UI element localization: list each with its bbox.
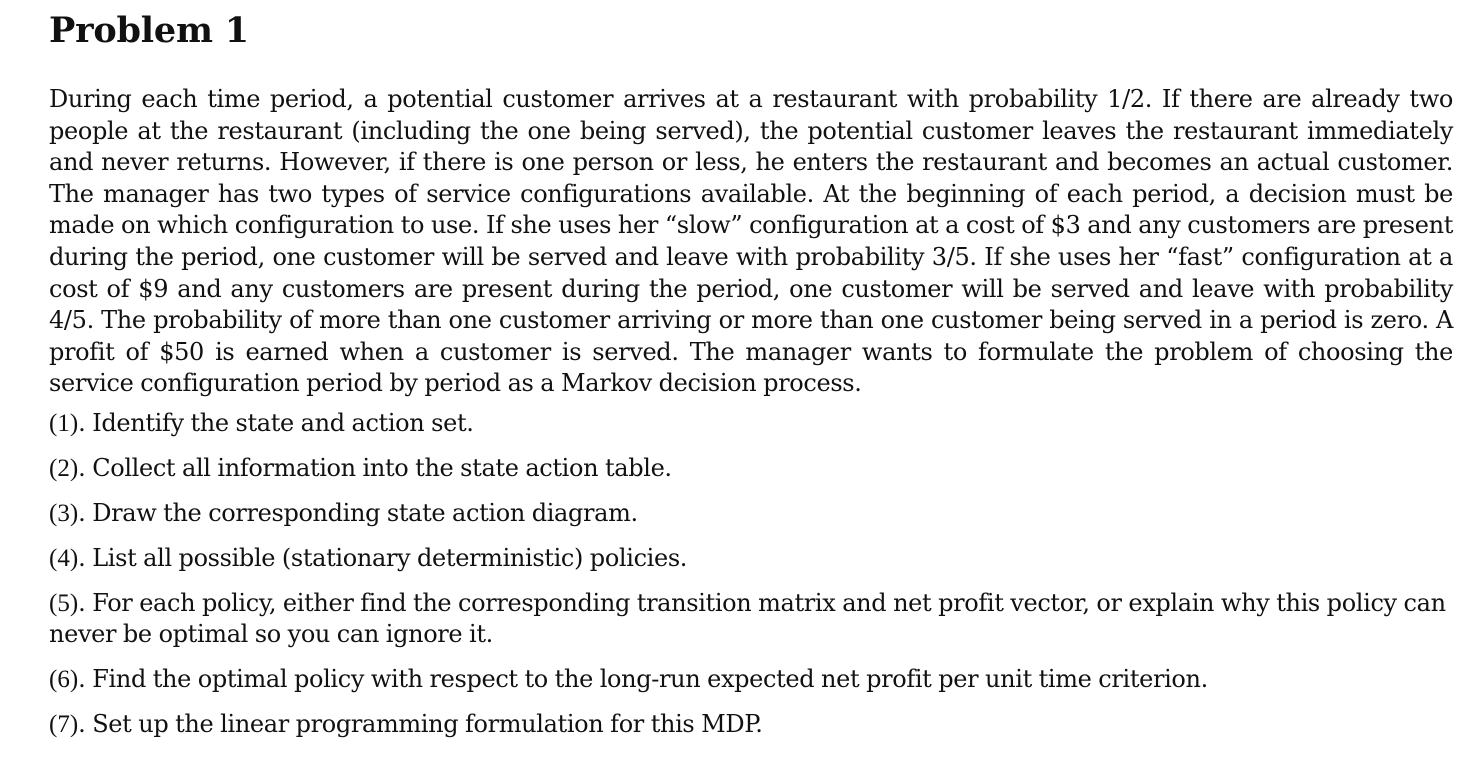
problem-document [49,8,1453,754]
problem-title: Problem 1 [49,10,249,51]
question-text: . Draw the corresponding state action diagram. [78,498,638,527]
question-text: . Collect all information into the state action table. [78,453,672,482]
question-item [49,453,1453,485]
question-text: . Set up the linear programming formulation for this MDP. [78,710,763,739]
question-item [49,498,1453,530]
question-item [49,543,1453,575]
question-number: (5) [49,589,79,617]
question-text: . For each policy, either find the corresponding transition matrix and net profit vector, or explain why this policy can never be optimal so you can ignore it. [49,588,1446,649]
question-text: . Identify the state and action set. [78,408,474,437]
question-number: (4) [49,544,79,572]
question-item [49,709,1453,741]
question-text: . List all possible (stationary deterministic) policies. [78,543,688,572]
question-number: (7) [49,711,79,739]
question-number: (1) [49,409,79,437]
question-number: (2) [49,454,79,482]
question-number: (6) [49,666,79,694]
question-list [49,408,1453,741]
question-number: (3) [49,499,79,527]
question-text: . Find the optimal policy with respect to the long-run expected net profit per unit time criterion. [78,665,1208,694]
problem-statement: During each time period, a potential customer arrives at a restaurant with probability 1/2. If there are already two people at the restaurant (including the one being served), the potential customer leaves the restaurant immediately and never returns. However, if there is one person or less, he enters the restaurant and becomes an actual customer. The manager has two types of service configurations available. At the beginning of each period, a decision must be made on which configuration to use. If she uses her “slow” configuration at a cost of $3 and any customers are present during the period, one customer will be served and leave with probability 3/5. If she uses her “fast” configuration at a cost of $9 and any customers are present during the period, one customer will be served and leave with probability 4/5. The probability of more than one customer arriving or more than one customer being served in a period is zero. A profit of $50 is earned when a customer is served. The manager wants to formulate the problem of choosing the service configuration period by period as a Markov decision process. [49,85,1453,398]
question-item [49,664,1453,696]
question-item [49,408,1453,440]
question-item [49,588,1453,651]
